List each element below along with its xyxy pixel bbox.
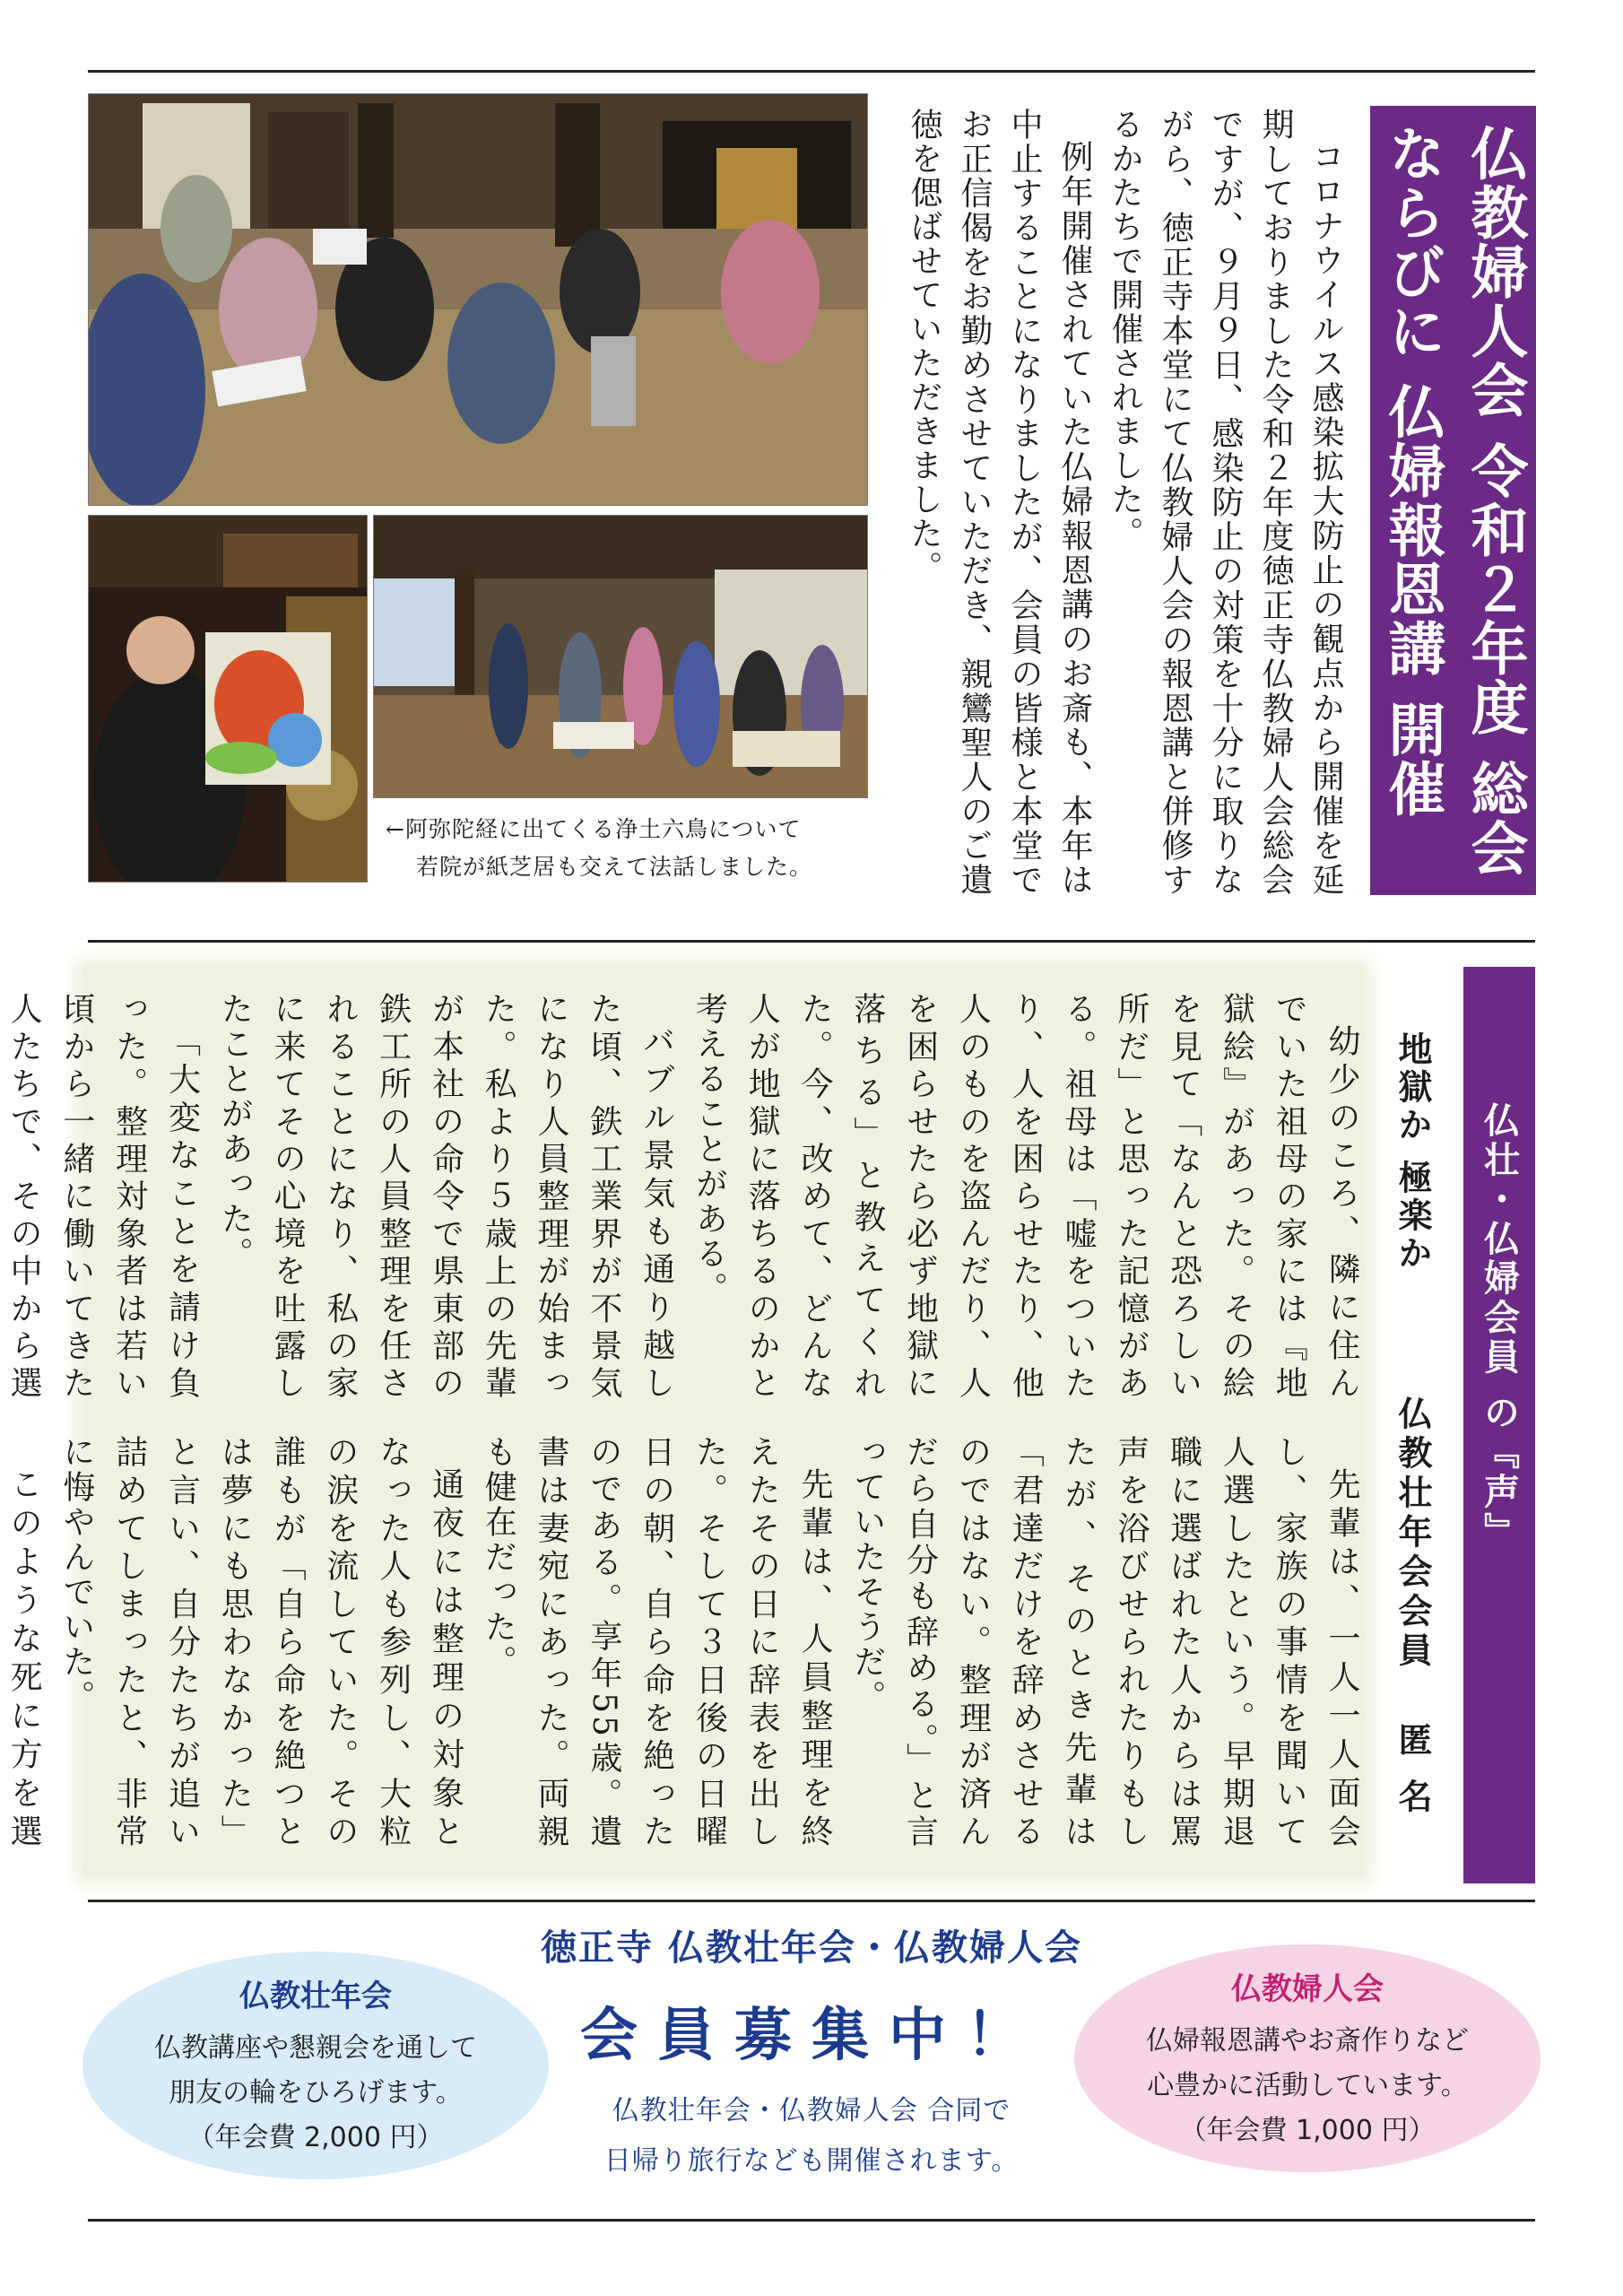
essay-paragraph: 通夜には整理の対象となった人も参列し、大粒の涙を流していた。その誰もが「自ら命を絶つとは夢にも思わなかった」と言い、自分たちが追い詰めてしまったと、非常に悔やんでいた。 xyxy=(57,1435,464,1849)
corridor-gathering-photo xyxy=(373,515,868,798)
photo-caption xyxy=(386,811,870,886)
mens-association-bubble xyxy=(82,1952,549,2179)
essay-paragraph: バブル景気も通り越した頃、鉄工業界が不景気になり人員整理が始まった。私より５歳上の先輩が本社の命令で県東部の鉄工所の人員整理を任されることになり、私の家に来てその心境を吐露したことがあった。 xyxy=(216,992,675,1401)
essay-paragraph: このような死に方を選 xyxy=(5,1467,43,1849)
top-rule xyxy=(88,70,1535,73)
article-paragraph: 例年開催されていた仏婦報恩講のお斎も、本年は中止することになりましたが、会員の皆様と本堂でお正信偈をお勤めさせていただき、親鸞聖人のご遺徳を偲ばせていただきました。 xyxy=(906,108,1093,897)
recruit-note-line1: 仏教壮年会・仏教婦人会 合同で xyxy=(612,2095,1011,2126)
author-name: 匿 名 xyxy=(1393,1722,1432,1819)
essay-paragraph: 幼少のころ、隣に住んでいた祖母の家には『地獄絵』があった。その絵を見て「なんと恐ろしい所だ」と思った記憶がある。祖母は「嘘をついたり、人を困らせたり、他人のものを盗んだり、人を困らせたら必ず地獄に落ちる」と教えてくれた。今、改めて、どんな人が地獄に落ちるのかと考えることがある。 xyxy=(690,992,1360,1401)
recruit-title: 会員募集中！ xyxy=(580,2003,1043,2069)
mens-association-line2: 朋友の輪をひろげます。 xyxy=(169,2076,463,2109)
womens-association-fee: （年会費 1,000 円） xyxy=(1179,2114,1436,2146)
womens-association-line1: 仏婦報恩講やお斎作りなど xyxy=(1146,2024,1469,2057)
mens-association-fee: （年会費 2,000 円） xyxy=(187,2121,444,2153)
mens-association-line1: 仏教講座や懇親会を通して xyxy=(154,2031,477,2064)
article-title-line1: 仏教婦人会 令和２年度 総会 xyxy=(1461,124,1528,878)
priest-kamishibai-photo xyxy=(88,515,368,883)
section-divider-2 xyxy=(88,1900,1535,1902)
essay-title: 地獄か 極楽か xyxy=(1393,1031,1432,1274)
meeting-photo xyxy=(88,93,868,506)
voices-banner-text: 仏壮・仏婦会員 の『声』 xyxy=(1478,1101,1520,1552)
essay-paragraph: 先輩は、一人一人面会し、家族の事情を聞いて人選したという。早期退職に選ばれた人からは罵声を浴びせられたりもしたが、そのとき先輩は「君達だけを辞めさせるのではない。整理が済んだら自分も辞める。」と言っていたそうだ。 xyxy=(848,1435,1360,1849)
essay-lower-block xyxy=(5,1435,1367,1849)
essay-paragraph: 先輩は、人員整理を終えたその日に辞表を出した。そして３日後の日曜日の朝、自ら命を絶ったのである。享年55歳。遺書は妻宛にあった。両親も健在だった。 xyxy=(480,1435,834,1849)
article-title-line2: ならびに 仏婦報恩講 開催 xyxy=(1378,124,1445,819)
bottom-rule xyxy=(88,2219,1535,2222)
essay-paragraph: 「大変なことを請け負った。整理対象者は若い頃から一緒に働いてきた人たちで、その中から選 xyxy=(5,992,201,1401)
recruit-note-line2: 日帰り旅行なども開催されます。 xyxy=(603,2145,1020,2177)
author-role: 仏教壮年会会員 xyxy=(1393,1396,1432,1672)
section-divider-1 xyxy=(88,940,1535,943)
essay-upper-block xyxy=(5,992,1367,1401)
article-title-banner xyxy=(1370,106,1536,895)
essay-author xyxy=(1388,1396,1437,1818)
womens-association-line2: 心豊かに活動しています。 xyxy=(1147,2069,1468,2101)
mens-association-title: 仏教壮年会 xyxy=(239,1978,392,2014)
article-paragraph: コロナウイルス感染拡大防止の観点から開催を延期しておりました令和２年度徳正寺仏教婦人会総会ですが、９月９日、感染防止の対策を十分に取りながら、徳正寺本堂にて仏教婦人会の報恩講と併修するかたちで開催されました。 xyxy=(1107,108,1344,897)
voices-banner xyxy=(1463,967,1535,1883)
recruit-headline: 徳正寺 仏教壮年会・仏教婦人会 xyxy=(541,1927,1082,1969)
womens-association-bubble xyxy=(1074,1944,1541,2172)
caption-line2: 若院が紙芝居も交えて法話しました。 xyxy=(416,854,813,880)
caption-line1: ←阿弥陀経に出てくる浄土六鳥について xyxy=(386,816,802,842)
womens-association-title: 仏教婦人会 xyxy=(1231,1970,1384,2007)
article-body xyxy=(893,108,1350,897)
